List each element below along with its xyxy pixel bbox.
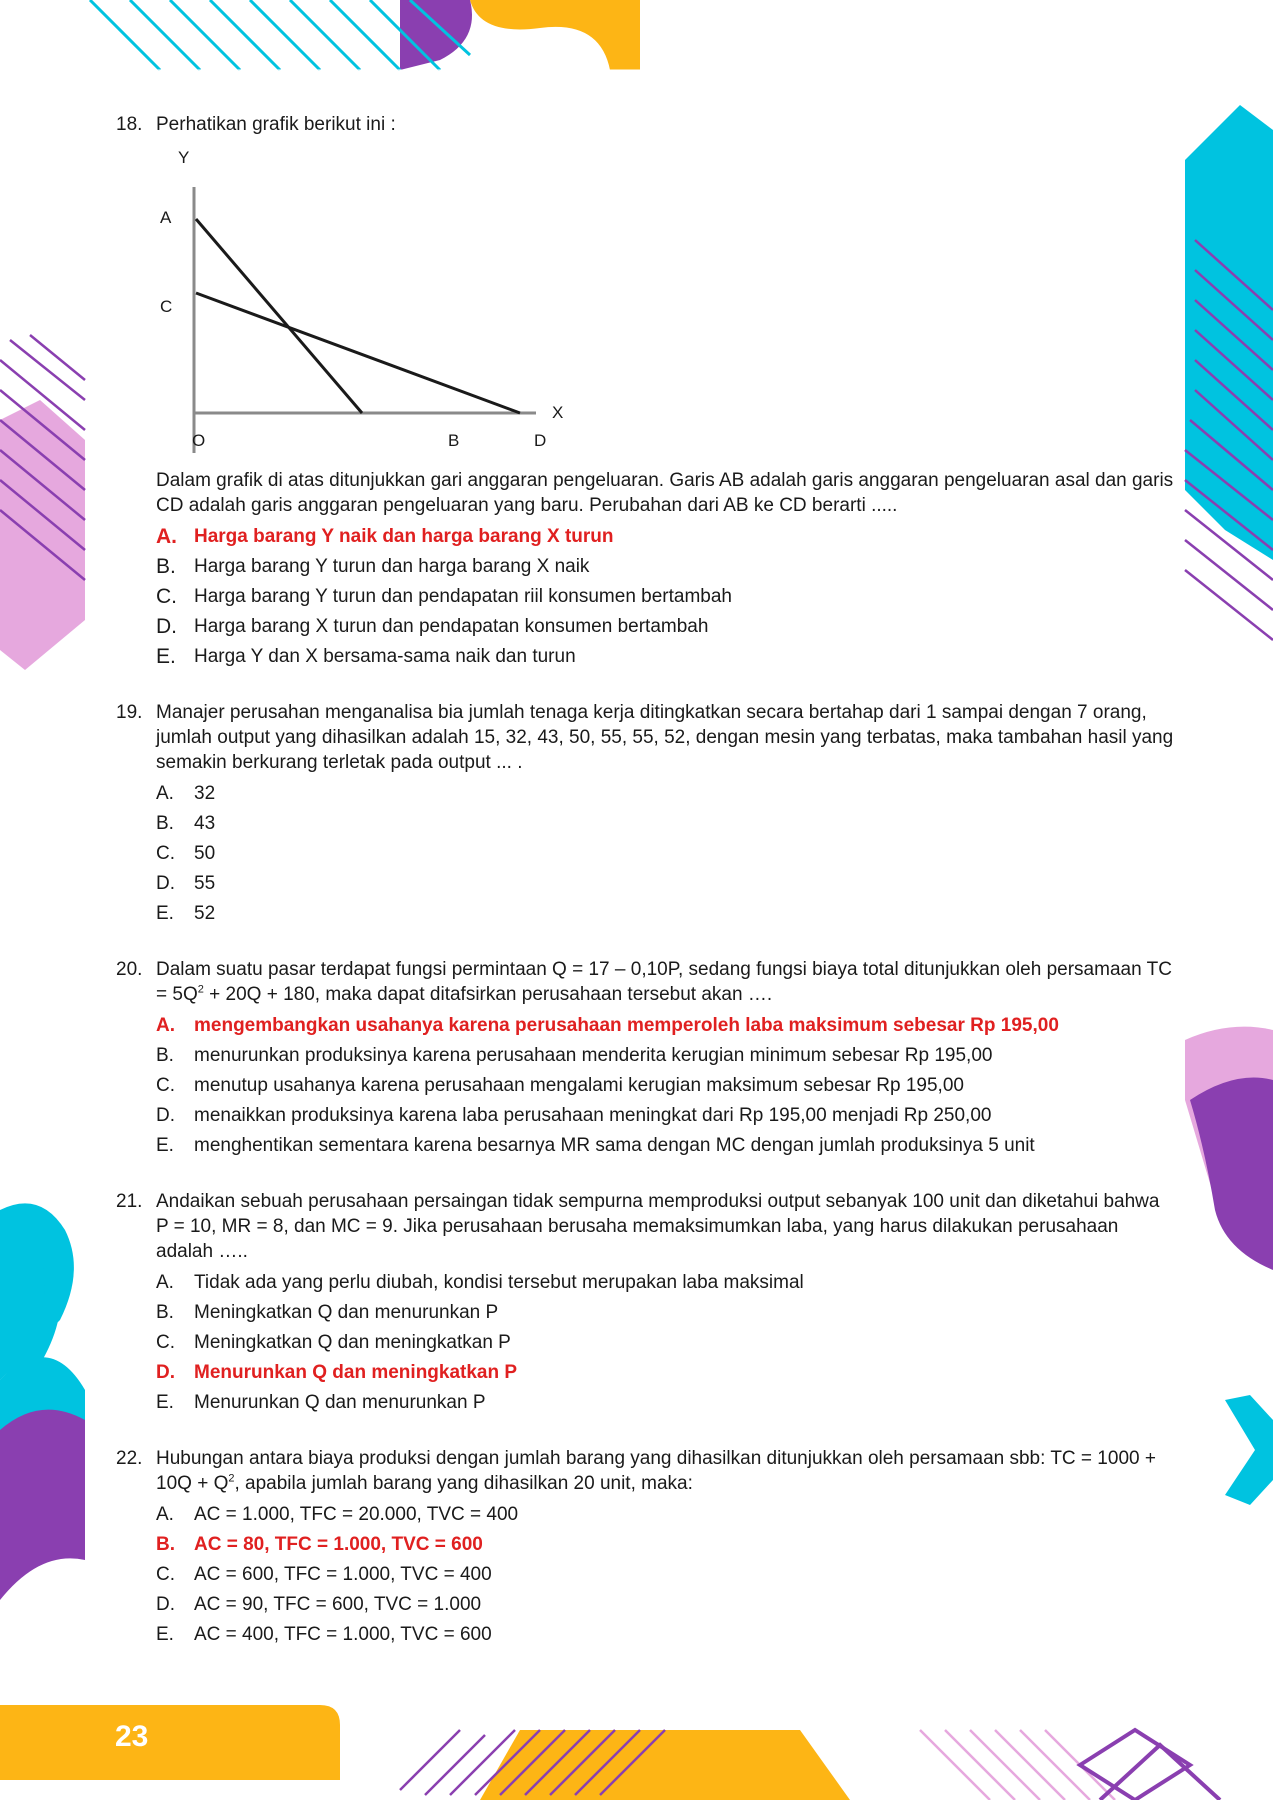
option-letter: E. bbox=[156, 1392, 174, 1413]
option-text: mengembangkan usahanya karena perusahaan memperoleh laba maksimum sebesar Rp 195,00 bbox=[194, 1015, 1059, 1036]
option-letter: D. bbox=[156, 873, 175, 894]
option-text: menghentikan sementara karena besarnya MR sama dengan MC dengan jumlah produksinya 5 unit bbox=[194, 1135, 1035, 1156]
option-letter: D. bbox=[156, 1105, 175, 1126]
option-text: 32 bbox=[194, 783, 216, 804]
question-text: Perhatikan grafik berikut ini : bbox=[156, 114, 396, 135]
superscript: 2 bbox=[228, 1472, 235, 1485]
option-e[interactable] bbox=[156, 642, 1176, 672]
question-description: Dalam grafik di atas ditunjukkan gari anggaran pengeluaran. Garis AB adalah garis anggaran pengeluaran asal dan garis CD adalah garis anggaran pengeluaran yang baru. Perubahan dari AB ke CD berarti ..... bbox=[156, 470, 1174, 516]
option-text: Harga Y dan X bersama-sama naik dan turun bbox=[194, 646, 576, 667]
answer-options bbox=[156, 522, 1176, 672]
option-b[interactable] bbox=[156, 1041, 1176, 1071]
option-text: Harga barang Y turun dan pendapatan riil konsumen bertambah bbox=[194, 586, 733, 607]
option-c[interactable] bbox=[156, 1071, 1176, 1101]
option-letter: E. bbox=[156, 645, 176, 668]
option-d[interactable] bbox=[156, 1358, 1176, 1388]
option-e[interactable] bbox=[156, 1131, 1176, 1161]
question-list bbox=[116, 112, 1176, 1678]
option-letter: E. bbox=[156, 1135, 174, 1156]
question-number: 18. bbox=[116, 114, 143, 135]
option-letter: D. bbox=[156, 615, 177, 638]
graph-label-d: D bbox=[534, 431, 547, 450]
option-letter: C. bbox=[156, 585, 177, 608]
option-text: AC = 1.000, TFC = 20.000, TVC = 400 bbox=[194, 1504, 519, 1525]
option-letter: A. bbox=[156, 1272, 174, 1293]
option-text: 43 bbox=[194, 813, 216, 834]
option-text: AC = 600, TFC = 1.000, TVC = 400 bbox=[194, 1564, 492, 1585]
option-letter: A. bbox=[156, 1015, 175, 1036]
option-text: Menurunkan Q dan menurunkan P bbox=[194, 1392, 486, 1413]
option-text: 50 bbox=[194, 843, 216, 864]
option-letter: C. bbox=[156, 1332, 175, 1353]
question-number: 22. bbox=[116, 1448, 143, 1469]
option-e[interactable] bbox=[156, 1620, 1176, 1650]
option-e[interactable] bbox=[156, 899, 1176, 929]
option-text: AC = 400, TFC = 1.000, TVC = 600 bbox=[194, 1624, 492, 1645]
option-letter: E. bbox=[156, 1624, 174, 1645]
option-c[interactable] bbox=[156, 582, 1176, 612]
option-text: Harga barang Y turun dan harga barang X naik bbox=[194, 556, 590, 577]
option-text: Menurunkan Q dan meningkatkan P bbox=[194, 1362, 518, 1383]
option-text: Harga barang X turun dan pendapatan konsumen bertambah bbox=[194, 616, 709, 637]
option-a[interactable] bbox=[156, 779, 1176, 809]
answer-options bbox=[156, 779, 1176, 929]
option-text: AC = 90, TFC = 600, TVC = 1.000 bbox=[194, 1594, 482, 1615]
line-ab bbox=[196, 219, 362, 413]
option-d[interactable] bbox=[156, 1101, 1176, 1131]
graph-x-label: X bbox=[552, 403, 564, 422]
option-a[interactable] bbox=[156, 522, 1176, 552]
question-19 bbox=[116, 700, 1176, 929]
option-letter: A. bbox=[156, 1504, 174, 1525]
graph-label-a: A bbox=[160, 208, 172, 227]
option-text: Tidak ada yang perlu diubah, kondisi tersebut merupakan laba maksimal bbox=[194, 1272, 804, 1293]
option-letter: D. bbox=[156, 1594, 175, 1615]
question-number: 19. bbox=[116, 702, 143, 723]
question-number: 21. bbox=[116, 1191, 143, 1212]
option-a[interactable] bbox=[156, 1500, 1176, 1530]
option-letter: D. bbox=[156, 1362, 175, 1383]
question-20 bbox=[116, 957, 1176, 1161]
question-text: Andaikan sebuah perusahaan persaingan tidak sempurna memproduksi output sebanyak 100 unit dan diketahui bahwa P = 10, MR = 8, dan MC = 9. Jika perusahaan berusaha memaksimumkan laba, yang harus dilakukan perusahaan adalah ….. bbox=[156, 1191, 1160, 1262]
option-letter: B. bbox=[156, 1302, 174, 1323]
graph-origin-label: O bbox=[192, 431, 206, 450]
option-b[interactable] bbox=[156, 809, 1176, 839]
question-text-part2: , apabila jumlah barang yang dihasilkan 20 unit, maka: bbox=[234, 1473, 693, 1494]
option-letter: B. bbox=[156, 1045, 174, 1066]
option-text: menutup usahanya karena perusahaan mengalami kerugian maksimum sebesar Rp 195,00 bbox=[194, 1075, 964, 1096]
option-d[interactable] bbox=[156, 869, 1176, 899]
option-letter: E. bbox=[156, 903, 174, 924]
option-text: Meningkatkan Q dan menurunkan P bbox=[194, 1302, 499, 1323]
option-letter: B. bbox=[156, 813, 174, 834]
option-c[interactable] bbox=[156, 1328, 1176, 1358]
option-text: Harga barang Y naik dan harga barang X turun bbox=[194, 526, 614, 547]
superscript: 2 bbox=[197, 983, 204, 996]
option-text: 52 bbox=[194, 903, 216, 924]
option-text: Meningkatkan Q dan meningkatkan P bbox=[194, 1332, 511, 1353]
budget-line-graph bbox=[156, 143, 1176, 460]
option-letter: B. bbox=[156, 555, 176, 578]
question-text bbox=[156, 1446, 1176, 1496]
option-a[interactable] bbox=[156, 1011, 1176, 1041]
option-text: menurunkan produksinya karena perusahaan menderita kerugian minimum sebesar Rp 195,00 bbox=[194, 1045, 993, 1066]
option-letter: A. bbox=[156, 525, 177, 548]
option-e[interactable] bbox=[156, 1388, 1176, 1418]
option-letter: C. bbox=[156, 1075, 175, 1096]
option-letter: C. bbox=[156, 843, 175, 864]
option-c[interactable] bbox=[156, 839, 1176, 869]
question-21 bbox=[116, 1189, 1176, 1418]
question-text: Manajer perusahan menganalisa bia jumlah tenaga kerja ditingkatkan secara bertahap dari 1 sampai dengan 7 orang, jumlah output yang dihasilkan adalah 15, 32, 43, 50, 55, 55, 52, dengan mesin yang terbatas, maka tambahan hasil yang semakin berkurang terletak pada output ... . bbox=[156, 702, 1174, 773]
question-text-part1: Hubungan antara biaya produksi dengan jumlah barang yang dihasilkan ditunjukkan oleh persamaan sbb: TC = 1000 + 10Q + Q bbox=[156, 1448, 1156, 1494]
option-letter: A. bbox=[156, 783, 174, 804]
option-b[interactable] bbox=[156, 552, 1176, 582]
question-18 bbox=[116, 112, 1176, 672]
option-b[interactable] bbox=[156, 1298, 1176, 1328]
option-text: 55 bbox=[194, 873, 216, 894]
graph-label-c: C bbox=[160, 297, 173, 316]
question-text-part1: Dalam suatu pasar terdapat fungsi permintaan Q = 17 – 0,10P, sedang fungsi biaya total ditunjukkan oleh persamaan TC = 5Q bbox=[156, 959, 1172, 1005]
option-letter: C. bbox=[156, 1564, 175, 1585]
option-c[interactable] bbox=[156, 1560, 1176, 1590]
option-a[interactable] bbox=[156, 1268, 1176, 1298]
option-d[interactable] bbox=[156, 612, 1176, 642]
option-text: menaikkan produksinya karena laba perusahaan meningkat dari Rp 195,00 menjadi Rp 250,00 bbox=[194, 1105, 992, 1126]
option-letter: B. bbox=[156, 1534, 175, 1555]
line-cd bbox=[196, 293, 520, 413]
question-22 bbox=[116, 1446, 1176, 1650]
answer-options bbox=[156, 1011, 1176, 1161]
answer-options bbox=[156, 1500, 1176, 1650]
option-d[interactable] bbox=[156, 1590, 1176, 1620]
graph-y-label: Y bbox=[178, 148, 190, 167]
page-number: 23 bbox=[115, 1720, 149, 1753]
option-text: AC = 80, TFC = 1.000, TVC = 600 bbox=[194, 1534, 483, 1555]
question-number: 20. bbox=[116, 959, 143, 980]
question-text bbox=[156, 957, 1176, 1007]
option-b[interactable] bbox=[156, 1530, 1176, 1560]
answer-options bbox=[156, 1268, 1176, 1418]
question-text-part2: + 20Q + 180, maka dapat ditafsirkan perusahaan tersebut akan …. bbox=[203, 984, 773, 1005]
graph-label-b: B bbox=[448, 431, 460, 450]
